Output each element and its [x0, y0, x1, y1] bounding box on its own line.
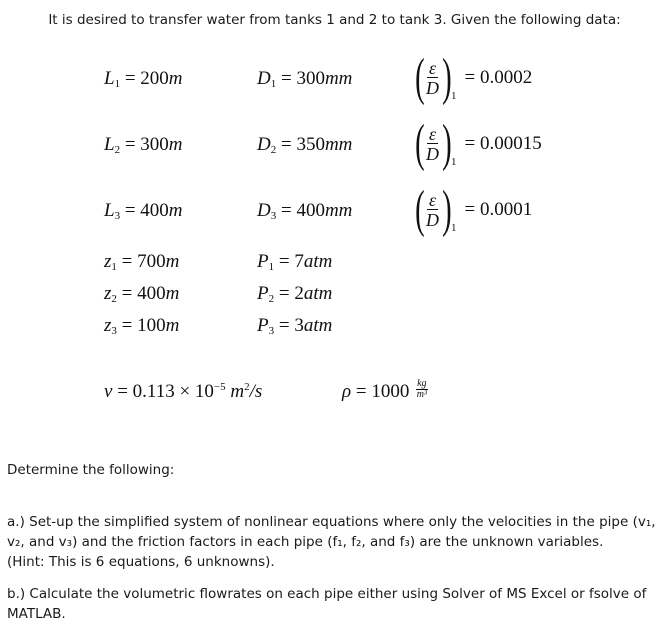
diameter-1-unit: mm — [324, 68, 353, 89]
elevation-2-unit: m — [165, 283, 180, 304]
length-3-unit: m — [168, 200, 183, 221]
elevation-1 — [104, 251, 179, 273]
pressure-2 — [257, 283, 332, 305]
ratio-2-numerator: ε — [428, 124, 437, 144]
roughness-ratio-2: ( $\frac{\varepsilon}{D}$ ) 1 = 0.00015 — [415, 115, 542, 172]
pressure-3-unit: atm — [303, 315, 333, 336]
question-a — [7, 512, 662, 572]
length-3 — [104, 200, 183, 222]
length-3-subscript: 3 — [114, 210, 121, 222]
density-unit-denominator: m³ — [416, 389, 427, 401]
diameter-2-unit: mm — [324, 134, 353, 155]
elevation-1-symbol: z — [104, 251, 112, 272]
elevation-1-subscript: 1 — [111, 261, 117, 273]
length-2-value: = 300 — [124, 134, 169, 155]
elevation-2-subscript: 2 — [111, 293, 117, 305]
diameter-1 — [257, 68, 352, 90]
elevation-1-unit: m — [165, 251, 180, 272]
pressure-2-subscript: 2 — [268, 293, 275, 305]
pressure-2-symbol: P — [257, 283, 269, 304]
pressure-3-subscript: 3 — [268, 325, 275, 337]
determine-heading: Determine the following: — [7, 462, 175, 478]
pressure-1-symbol: P — [257, 251, 269, 272]
roughness-ratio-3: ( $\frac{\varepsilon}{D}$ ) 1 = 0.0001 — [415, 181, 533, 238]
ratio-3-numerator: ε — [428, 190, 437, 210]
diameter-3-subscript: 3 — [270, 210, 277, 222]
diameter-3-value: = 400 — [280, 200, 325, 221]
problem-intro: It is desired to transfer water from tanks 1 and 2 to tank 3. Given the following data: — [48, 12, 621, 28]
elevation-2-value: = 400 — [121, 283, 166, 304]
length-3-value: = 400 — [124, 200, 169, 221]
elevation-2 — [104, 283, 179, 305]
ratio-1-subscript: 1 — [451, 90, 457, 102]
elevation-2-symbol: z — [104, 283, 112, 304]
diameter-3-symbol: D — [257, 200, 271, 221]
density-symbol: ρ — [342, 381, 352, 402]
viscosity-unit-exponent: 2 — [244, 381, 250, 393]
ratio-2-denominator: D — [426, 144, 439, 164]
density-unit — [416, 379, 427, 400]
length-1-unit: m — [168, 68, 183, 89]
pressure-3 — [257, 315, 332, 337]
question-b-line: b.) Calculate the volumetric flowrates on each pipe either using Solver of MS Excel or fsolve of — [7, 586, 647, 602]
ratio-3-subscript: 1 — [451, 222, 457, 234]
pressure-2-value: = 2 — [278, 283, 304, 304]
length-2-symbol: L — [104, 134, 115, 155]
ratio-1-value: = 0.0002 — [464, 67, 533, 88]
pressure-1-unit: atm — [303, 251, 333, 272]
pressure-2-unit: atm — [303, 283, 333, 304]
ratio-1-numerator: ε — [428, 58, 437, 78]
diameter-1-symbol: D — [257, 68, 271, 89]
density-value: = 1000 — [355, 381, 410, 402]
roughness-ratio-1: ( $\frac{\varepsilon}{D}$ ) 1 = 0.0002 — [415, 49, 533, 106]
question-a-line: v₂, and v₃) and the friction factors in each pipe (f₁, f₂, and f₃) are the unknown variables. — [7, 534, 604, 550]
diameter-2-subscript: 2 — [270, 144, 277, 156]
ratio-3-denominator: D — [426, 210, 439, 230]
ratio-1-denominator: D — [426, 78, 439, 98]
pressure-1 — [257, 251, 332, 273]
diameter-1-subscript: 1 — [270, 78, 277, 90]
length-1 — [104, 68, 183, 90]
pressure-3-value: = 3 — [278, 315, 304, 336]
pressure-1-subscript: 1 — [268, 261, 275, 273]
elevation-3-unit: m — [165, 315, 180, 336]
ratio-2-subscript: 1 — [451, 156, 457, 168]
viscosity-unit-a: m — [230, 381, 245, 402]
diameter-3 — [257, 200, 352, 222]
density — [342, 378, 428, 403]
diameter-2-symbol: D — [257, 134, 271, 155]
question-b — [7, 584, 662, 624]
question-a-line: a.) Set-up the simplified system of nonlinear equations where only the velocities in the pipe (v₁, — [7, 514, 656, 530]
pressure-3-symbol: P — [257, 315, 269, 336]
viscosity-value: = 0.113 × 10 — [117, 381, 214, 402]
viscosity-unit-b: /s — [249, 381, 263, 402]
diameter-2-value: = 350 — [280, 134, 325, 155]
elevation-3-symbol: z — [104, 315, 112, 336]
length-2 — [104, 134, 183, 156]
viscosity-exponent: −5 — [213, 381, 226, 393]
ratio-3-value: = 0.0001 — [464, 199, 533, 220]
length-2-subscript: 2 — [114, 144, 121, 156]
density-unit-numerator: kg — [417, 378, 427, 390]
diameter-1-value: = 300 — [280, 68, 325, 89]
length-2-unit: m — [168, 134, 183, 155]
length-1-value: = 200 — [124, 68, 169, 89]
elevation-3 — [104, 315, 179, 337]
kinematic-viscosity — [104, 381, 262, 403]
question-a-line: (Hint: This is 6 equations, 6 unknowns). — [7, 554, 275, 570]
diameter-3-unit: mm — [324, 200, 353, 221]
diameter-2 — [257, 134, 352, 156]
elevation-3-value: = 100 — [121, 315, 166, 336]
ratio-2-value: = 0.00015 — [464, 133, 542, 154]
question-b-line: MATLAB. — [7, 606, 66, 622]
pressure-1-value: = 7 — [278, 251, 304, 272]
length-3-symbol: L — [104, 200, 115, 221]
length-1-subscript: 1 — [114, 78, 121, 90]
elevation-1-value: = 700 — [121, 251, 166, 272]
viscosity-symbol: ν — [104, 381, 113, 402]
length-1-symbol: L — [104, 68, 115, 89]
elevation-3-subscript: 3 — [111, 325, 117, 337]
